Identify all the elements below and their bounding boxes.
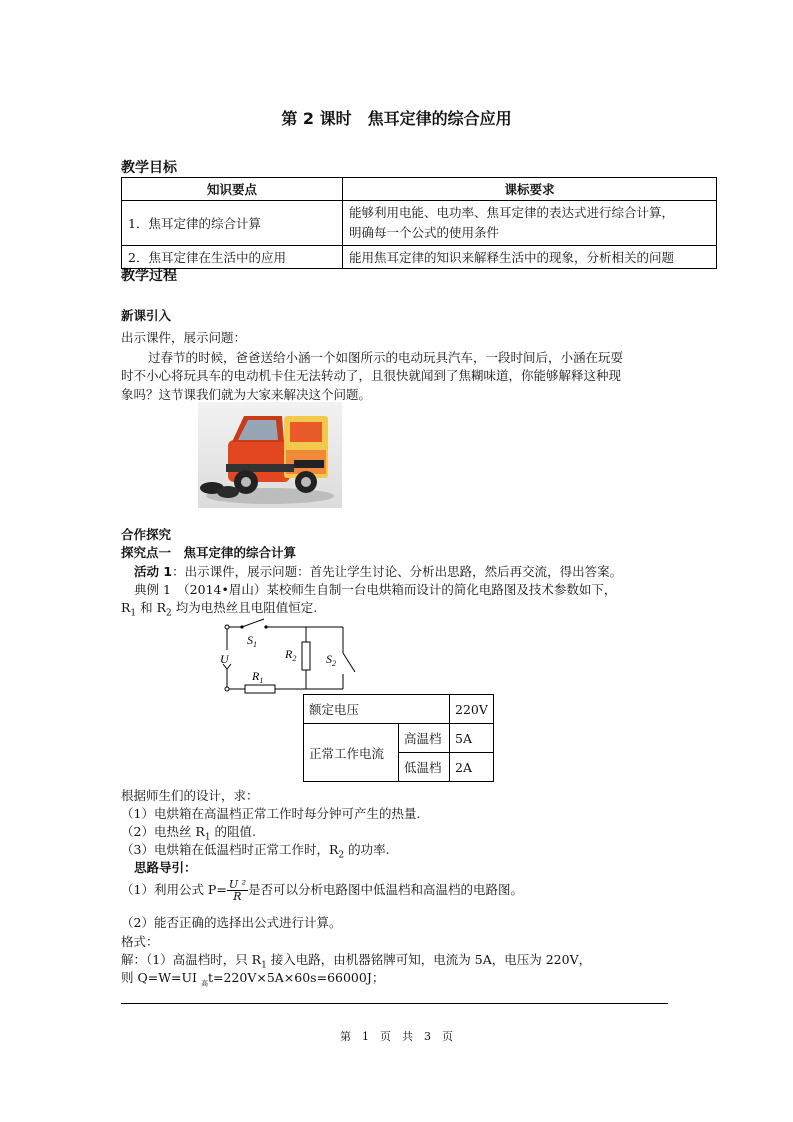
label-u: U: [220, 652, 229, 666]
goal-point: 1．焦耳定律的综合计算: [122, 201, 343, 246]
question-item: （1）电烘箱在高温档正常工作时每分钟可产生的热量.: [121, 806, 421, 821]
goal-requirement-line: 能够利用电能、电功率、焦耳定律的表达式进行综合计算，: [349, 205, 675, 220]
goal-requirement: [343, 201, 717, 246]
question-sub: 2: [338, 850, 345, 861]
goal-requirement-line: 明确每一个公式的使用条件: [349, 225, 500, 240]
intro-text: 过春节的时候，爸爸送给小涵一个如图所示的电动玩具汽车，一段时间后，小涵在玩耍: [148, 350, 624, 365]
formula-numerator: U ²: [228, 878, 246, 891]
solution-sub: 高: [200, 979, 208, 988]
example-sub: 2: [166, 608, 172, 619]
param-sublabel: 高温档: [399, 724, 450, 753]
question-text: （2）电热丝 R: [121, 824, 205, 839]
question-text: （3）电烘箱在低温档时正常工作时，R: [121, 842, 339, 857]
intro-text: 时不小心将玩具车的电动机卡住无法转动了，且很快就闻到了焦糊味道，你能够解释这种现: [121, 368, 622, 383]
question-sub: 1: [204, 832, 211, 843]
formula-fraction: [227, 879, 248, 902]
solution-text: 则 Q=W=UI: [121, 970, 201, 985]
goals-col-requirements: 课标要求: [343, 178, 717, 201]
param-label: 正常工作电流: [304, 724, 399, 782]
question-text: 的阻值.: [210, 824, 257, 839]
example-line: 典例 1 （2014•眉山）某校师生自制一台电烘箱而设计的简化电路图及技术参数如下，: [134, 582, 617, 597]
circuit-diagram: [200, 616, 370, 696]
guide-text: （1）利用公式 P=: [121, 882, 227, 897]
example-text: 和 R: [136, 600, 167, 615]
guide-item: （2）能否正确的选择出公式进行计算。: [121, 915, 342, 930]
example-text: 均为电热丝且电阻值恒定.: [171, 600, 318, 615]
example-sub: 1: [130, 608, 137, 619]
table-row: [304, 695, 494, 724]
activity-label: 活动 1: [134, 564, 173, 579]
solution-text: 接入电路，由机器铭牌可知，电流为 5A，电压为 220V，: [266, 952, 592, 967]
table-row: [122, 201, 717, 246]
question-text: 的功率.: [344, 842, 390, 857]
goal-point: 2．焦耳定律在生活中的应用: [122, 246, 343, 269]
intro-text: 象吗？这节课我们就为大家来解决这个问题。: [121, 387, 372, 402]
goals-col-points: 知识要点: [122, 178, 343, 201]
label-s2: $S_2$: [326, 652, 336, 668]
solution-sub: 1: [261, 960, 267, 971]
solution-text: 解：（1）高温档时，只 R: [121, 952, 262, 967]
label-r2: $R_2$: [285, 647, 297, 663]
param-value: 220V: [450, 695, 494, 724]
page-footer: 第 1 页 共 3 页: [340, 1030, 453, 1043]
label-r1: $R_1$: [252, 669, 264, 685]
param-value: 2A: [450, 753, 494, 782]
params-table: [303, 694, 494, 782]
page-title: 第 2 课时 焦耳定律的综合应用: [281, 109, 512, 128]
questions-lead: 根据师生们的设计，求：: [121, 788, 259, 803]
param-value: 5A: [450, 724, 494, 753]
process-heading: 教学过程: [121, 268, 177, 284]
activity-line: [134, 562, 622, 580]
toy-car-image: [198, 402, 342, 508]
goals-table: [121, 177, 717, 269]
param-sublabel: 低温档: [399, 753, 450, 782]
table-row: [122, 246, 717, 269]
toy-car-illustration: [198, 402, 342, 508]
intro-heading: 新课引入: [121, 308, 172, 323]
guide-heading: 思路导引：: [134, 860, 197, 875]
solution-line: [121, 968, 384, 989]
example-text: R: [121, 600, 131, 615]
explore-point-heading: 探究点一 焦耳定律的综合计算: [121, 545, 297, 560]
footer-divider: [121, 1003, 668, 1004]
goal-requirement: 能用焦耳定律的知识来解释生活中的现象，分析相关的问题: [343, 246, 717, 269]
goals-heading: 教学目标: [121, 160, 177, 176]
format-label: 格式：: [121, 934, 159, 949]
explore-heading: 合作探究: [121, 527, 172, 542]
solution-text: t=220V×5A×60s=66000J；: [207, 970, 385, 985]
intro-text: 出示课件，展示问题：: [121, 330, 247, 345]
guide-item: [121, 876, 523, 904]
guide-text: 是否可以分析电路图中低温档和高温档的电路图。: [248, 882, 524, 897]
formula-denominator: R: [233, 890, 242, 903]
table-row: [304, 724, 494, 753]
label-s1: $S_1$: [247, 633, 257, 649]
activity-text: ：出示课件，展示问题：首先让学生讨论、分析出思路，然后再交流，得出答案。: [172, 564, 623, 579]
param-label: 额定电压: [304, 695, 450, 724]
